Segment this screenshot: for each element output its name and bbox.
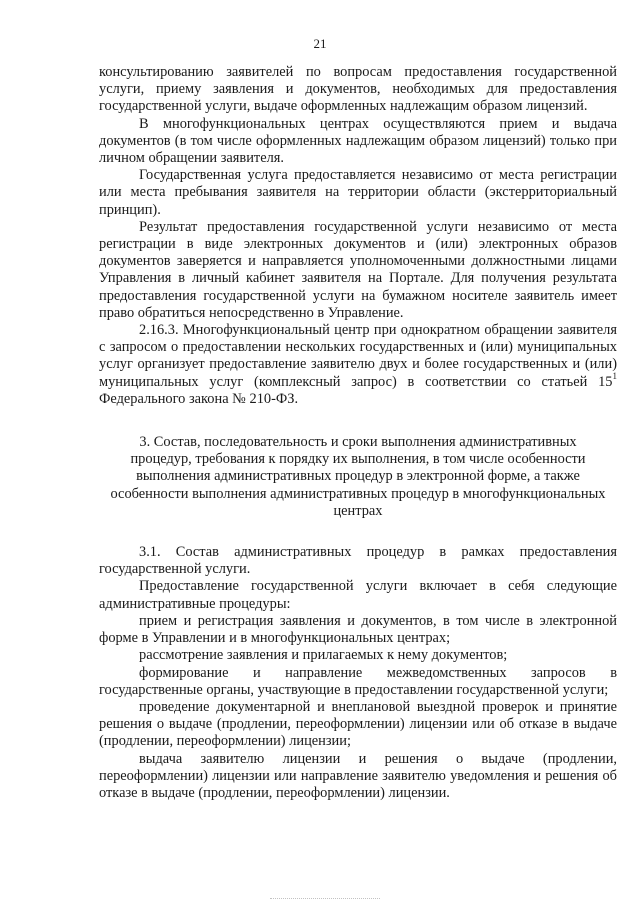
paragraph-procedures-intro: Предоставление государственной услуги включает в себя следующие административные процедуры: [99, 578, 617, 612]
paragraph-2-16-3 [99, 322, 617, 408]
paragraph-electronic-result: Результат предоставления государственной услуги независимо от места регистрации в виде электронных документов и (или) электронных образов документов заверяется и направляется уполномоченными должностными лицами Управления в личный кабинет заявителя на Портале. Для получения результата предоставления государственной услуги на бумажном носителе заявитель имеет право обратиться непосредственно в Управление. [99, 218, 617, 321]
list-item-issuance: выдача заявителю лицензии и решения о выдаче (продлении, переоформлении) лицензии или направление заявителю уведомления и решения об отказе в выдаче (продлении, переоформлении) лицензии. [99, 750, 617, 801]
document-body [99, 64, 617, 802]
list-item-reception: прием и регистрация заявления и документов, в том числе в электронной форме в Управлении и в многофункциональных центрах; [99, 612, 617, 647]
paragraph-continuation: консультированию заявителей по вопросам предоставления государственной услуги, приему заявления и документов, необходимых для предоставления государственной услуги, выдаче оформленных надлежащим образом лицензий. [99, 64, 617, 115]
bottom-scan-artifact [270, 898, 380, 903]
superscript-footnote: 1 [612, 370, 617, 381]
paragraph-mfc-issue: В многофункциональных центрах осуществляются прием и выдача документов (в том числе оформленных надлежащим образом лицензий) только при личном обращении заявителя. [99, 115, 617, 167]
section-heading: 3. Состав, последовательность и сроки выполнения административных процедур, требования к порядку их выполнения, в том числе особенности выполнения административных процедур в электронной форме, а также особенности выполнения административных процедур в многофункциональных центрах [110, 434, 606, 519]
list-item-review: рассмотрение заявления и прилагаемых к нему документов; [139, 647, 508, 664]
list-item-inspection: проведение документарной и внеплановой выездной проверок и принятие решения о выдаче (продлении, переоформлении) лицензии или об отказе в выдаче (продлении, переоформлении) лицензии; [99, 698, 617, 750]
page-number: 21 [313, 36, 327, 51]
paragraph-2-16-3-tail: Федерального закона № 210-ФЗ. [99, 390, 299, 407]
list-item-interagency: формирование и направление межведомственных запросов в государственные органы, участвующие в предоставлении государственной услуги; [99, 664, 617, 698]
paragraph-2-16-3-text: 2.16.3. Многофункциональный центр при однократном обращении заявителя с запросом о предоставлении нескольких государственных и (или) муниципальных услуг организует предоставление заявителю двух и более государственных и (или) муниципальных услуг (комплексный запрос) в соответствии со статьей 15 [99, 322, 617, 390]
paragraph-extraterritorial: Государственная услуга предоставляется независимо от места регистрации или места пребывания заявителя на территории области (экстерриториальный принцип). [99, 167, 617, 218]
paragraph-3-1: 3.1. Состав административных процедур в рамках предоставления государственной услуги. [99, 544, 617, 578]
